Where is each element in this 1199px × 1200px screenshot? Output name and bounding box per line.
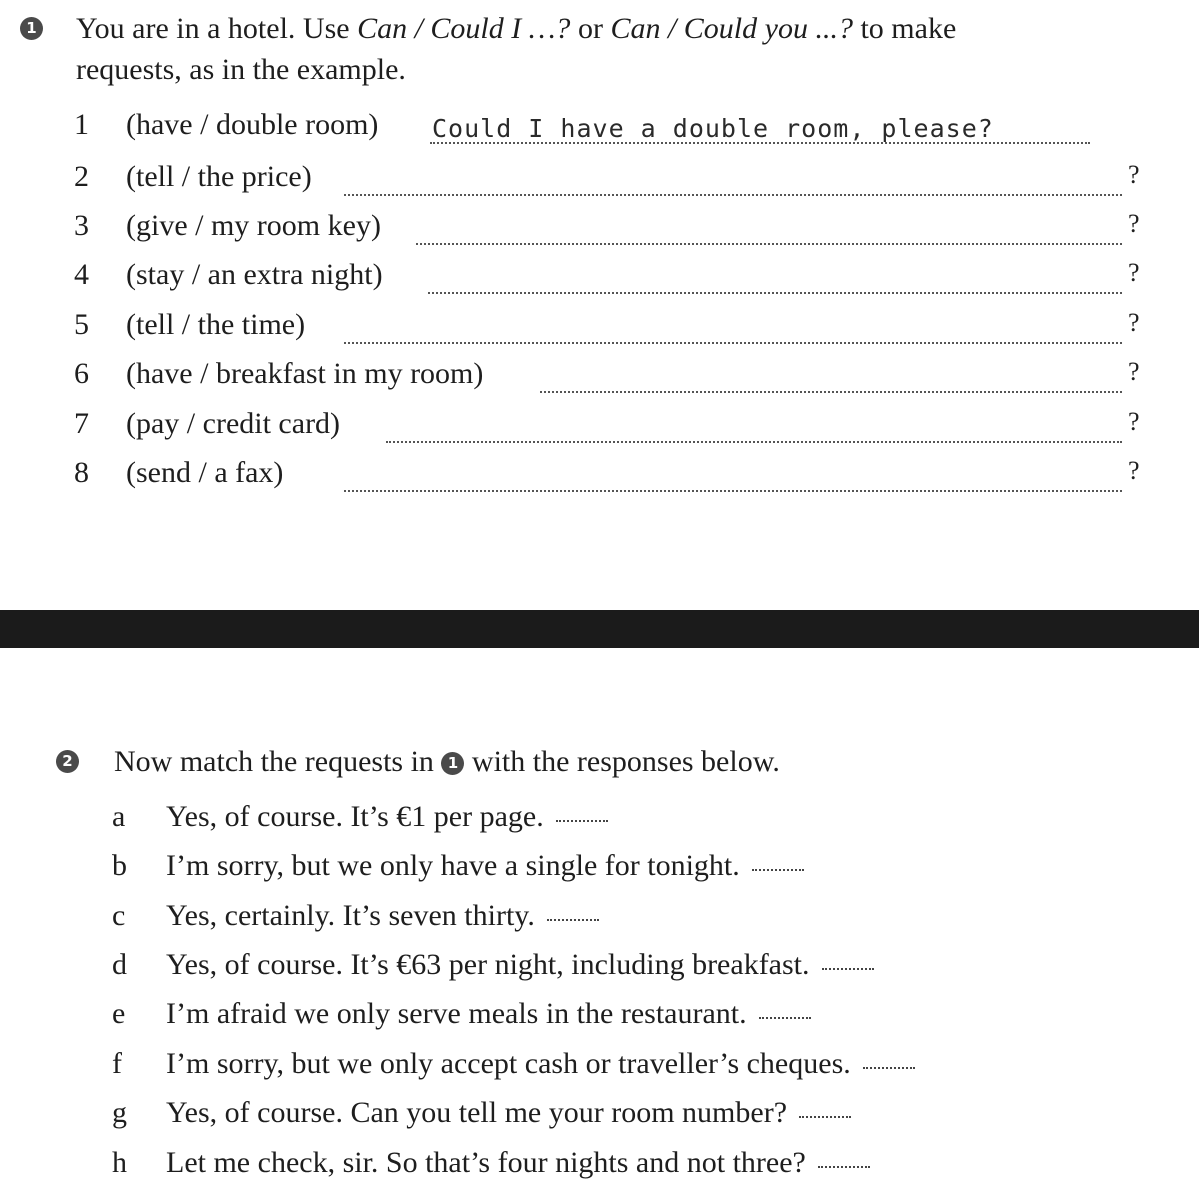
exercise-item — [74, 407, 1144, 451]
response-text: Yes, certainly. It’s seven thirty. — [166, 899, 535, 932]
response-text: Yes, of course. It’s €1 per page. — [166, 800, 544, 833]
exercise-number-badge: 1 — [20, 17, 43, 40]
response-letter: h — [112, 1146, 127, 1179]
exercise-item — [74, 456, 1144, 500]
question-mark: ? — [1128, 258, 1140, 287]
response-letter: c — [112, 899, 126, 932]
answer-input[interactable] — [344, 490, 1122, 492]
exercise-instruction: You are in a hotel. Use Can / Could I …? or Can / Could you ...? to make requests, as in the example. — [76, 12, 957, 86]
response-text: I’m sorry, but we only accept cash or traveller’s cheques. — [166, 1047, 851, 1080]
exercise-item — [74, 160, 1144, 204]
item-number: 8 — [74, 456, 89, 489]
answer-input[interactable] — [344, 342, 1122, 344]
exercise-2 — [0, 648, 1199, 1200]
answer-input[interactable] — [386, 441, 1122, 443]
answer-input[interactable] — [344, 194, 1122, 196]
item-number: 4 — [74, 258, 89, 291]
exercise-number-badge: 2 — [56, 750, 79, 773]
item-prompt: (give / my room key) — [126, 209, 381, 242]
exercise-item — [74, 258, 1144, 302]
item-number: 5 — [74, 308, 89, 341]
item-number: 2 — [74, 160, 89, 193]
exercise-reference-badge: 1 — [441, 752, 464, 775]
exercise-item — [74, 357, 1144, 401]
question-mark: ? — [1128, 308, 1140, 337]
match-blank[interactable] — [799, 1116, 851, 1118]
item-prompt: (tell / the price) — [126, 160, 312, 193]
match-blank[interactable] — [818, 1166, 870, 1168]
item-prompt: (pay / credit card) — [126, 407, 341, 440]
match-blank[interactable] — [547, 919, 599, 921]
response-text: I’m afraid we only serve meals in the restaurant. — [166, 997, 747, 1030]
exercise-instruction: Now match the requests in 1 with the responses below. — [114, 745, 780, 778]
response-text: I’m sorry, but we only have a single for tonight. — [166, 849, 740, 882]
match-blank[interactable] — [752, 869, 804, 871]
answer-input[interactable] — [416, 243, 1122, 245]
response-letter: g — [112, 1096, 127, 1129]
response-letter: b — [112, 849, 127, 882]
match-blank[interactable] — [759, 1017, 811, 1019]
answer-input[interactable] — [540, 391, 1122, 393]
response-text: Let me check, sir. So that’s four nights and not three? — [166, 1146, 806, 1179]
question-mark: ? — [1128, 209, 1140, 238]
response-letter: a — [112, 800, 126, 833]
response-letter: f — [112, 1047, 122, 1080]
question-mark: ? — [1128, 160, 1140, 189]
response-text: Yes, of course. Can you tell me your room number? — [166, 1096, 788, 1129]
match-blank[interactable] — [822, 968, 874, 970]
item-prompt: (tell / the time) — [126, 308, 306, 341]
match-blank[interactable] — [863, 1067, 915, 1069]
item-prompt: (have / breakfast in my room) — [126, 357, 484, 390]
match-blank[interactable] — [556, 820, 608, 822]
example-answer: Could I have a double room, please? — [432, 114, 994, 143]
item-number: 1 — [74, 108, 89, 141]
response-text: Yes, of course. It’s €63 per night, including breakfast. — [166, 948, 810, 981]
question-mark: ? — [1128, 357, 1140, 386]
item-prompt: (stay / an extra night) — [126, 258, 383, 291]
item-prompt: (have / double room) — [126, 108, 379, 141]
question-mark: ? — [1128, 407, 1140, 436]
item-number: 7 — [74, 407, 89, 440]
exercise-item — [74, 108, 1144, 152]
item-number: 6 — [74, 357, 89, 390]
divider-band — [0, 610, 1199, 648]
item-number: 3 — [74, 209, 89, 242]
response-letter: d — [112, 948, 127, 981]
exercise-item — [74, 308, 1144, 352]
exercise-item — [74, 209, 1144, 253]
answer-input[interactable] — [428, 292, 1122, 294]
question-mark: ? — [1128, 456, 1140, 485]
response-letter: e — [112, 997, 126, 1030]
item-prompt: (send / a fax) — [126, 456, 284, 489]
